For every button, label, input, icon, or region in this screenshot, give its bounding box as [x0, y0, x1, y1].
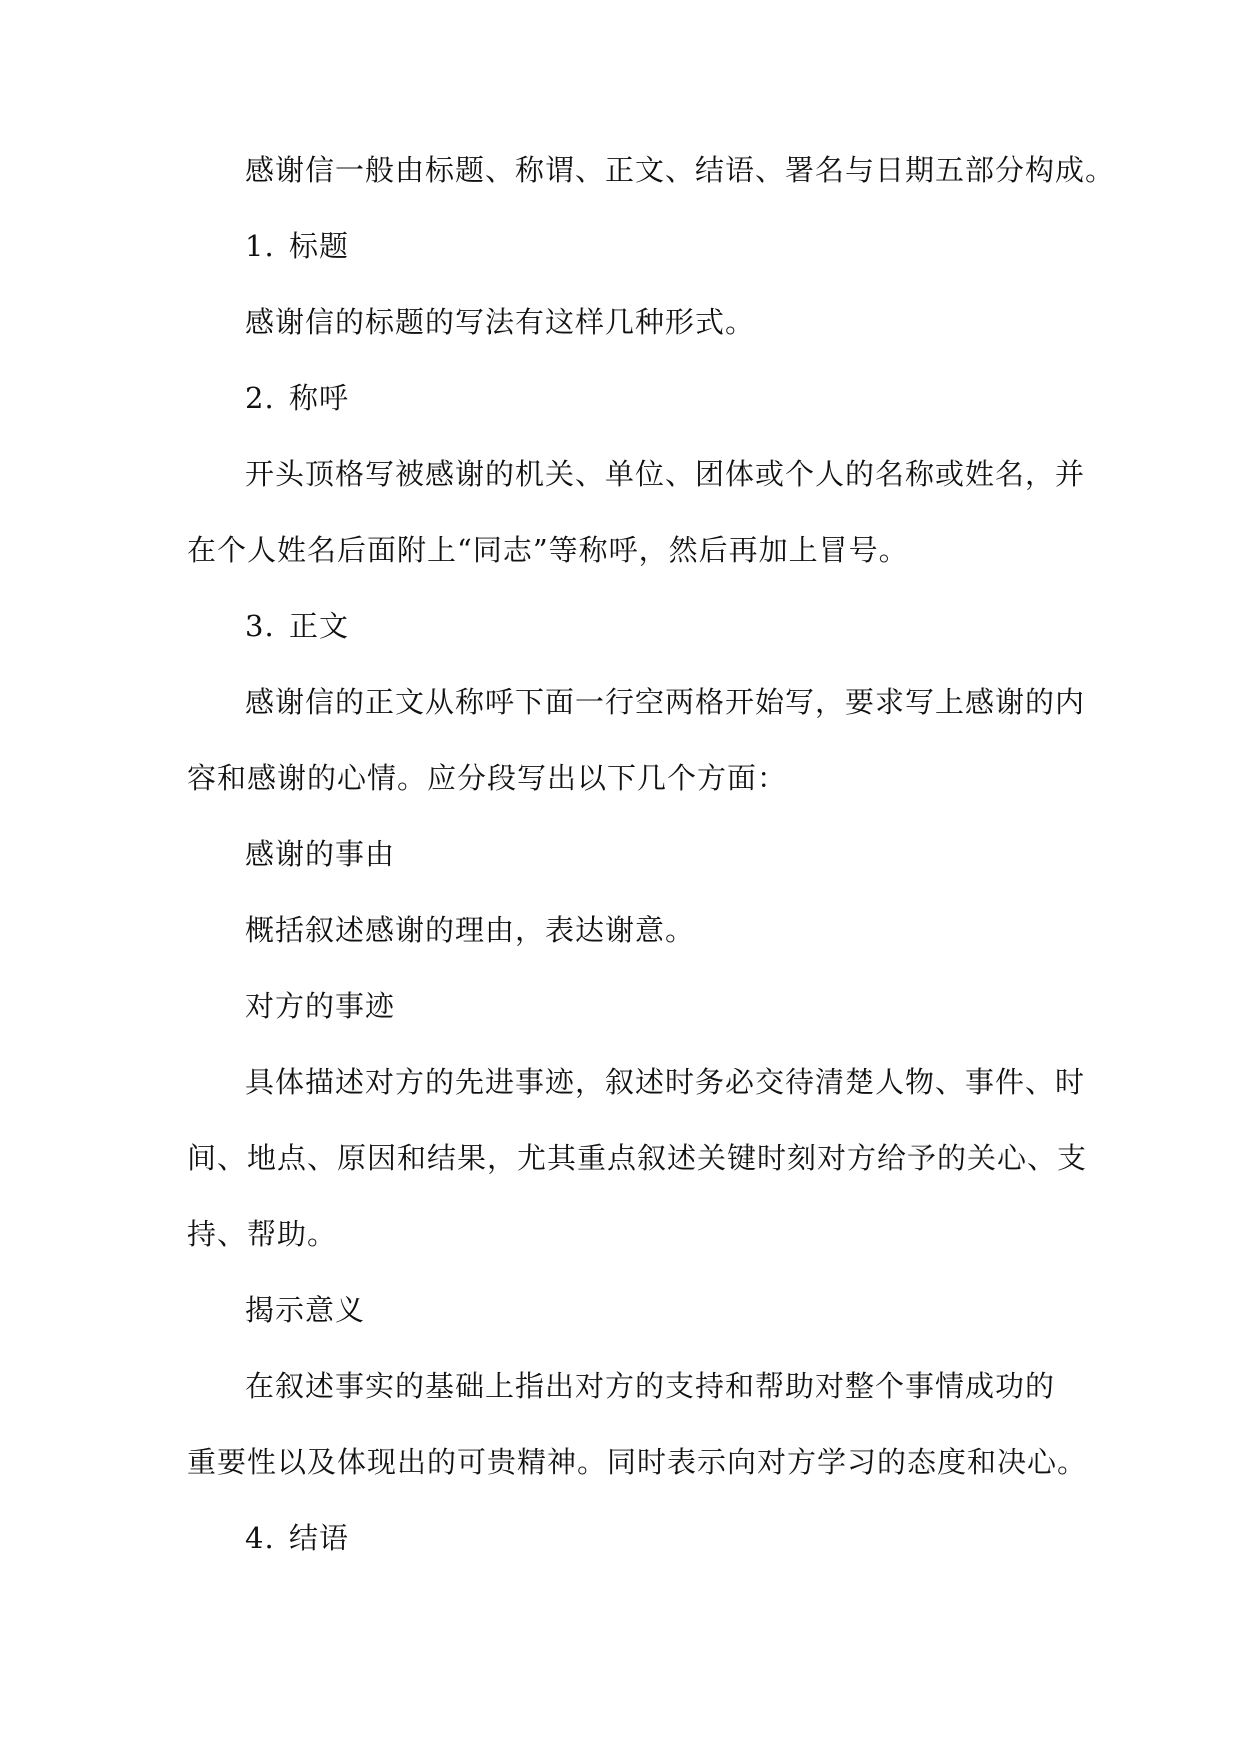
body-paragraph-line: 感谢信的正文从称呼下面一行空两格开始写，要求写上感谢的内	[245, 685, 1086, 719]
salutation-paragraph-line: 开头顶格写被感谢的机关、单位、团体或个人的名称或姓名，并	[245, 457, 1086, 491]
intro-paragraph: 感谢信一般由标题、称谓、正文、结语、署名与日期五部分构成。	[245, 153, 1116, 187]
section-number: 2.	[245, 381, 275, 415]
subheading-reason: 感谢的事由	[245, 837, 396, 871]
section-title: 结语	[289, 1521, 350, 1555]
salutation-paragraph-line: 在个人姓名后面附上“同志”等称呼，然后再加上冒号。	[187, 533, 909, 567]
section-number: 3.	[245, 609, 275, 643]
meaning-paragraph-line: 在叙述事实的基础上指出对方的支持和帮助对整个事情成功的	[245, 1369, 1056, 1403]
body-paragraph-line: 容和感谢的心情。应分段写出以下几个方面：	[187, 761, 788, 795]
document-body	[187, 150, 1116, 1594]
section-heading-salutation	[187, 378, 1067, 454]
section-title: 正文	[289, 609, 350, 643]
section-number: 4.	[245, 1521, 275, 1555]
deeds-paragraph-line: 持、帮助。	[187, 1217, 338, 1251]
reason-paragraph: 概括叙述感谢的理由，表达谢意。	[245, 913, 696, 947]
section-heading-closing	[187, 1518, 1067, 1594]
deeds-paragraph-line: 间、地点、原因和结果，尤其重点叙述关键时刻对方给予的关心、支	[187, 1141, 1088, 1175]
section-title: 称呼	[289, 381, 350, 415]
section-number: 1.	[245, 229, 275, 263]
section-title: 标题	[289, 229, 350, 263]
section-heading-body	[187, 606, 1067, 682]
section-heading-title	[187, 226, 1067, 302]
subheading-meaning: 揭示意义	[245, 1293, 366, 1327]
subheading-deeds: 对方的事迹	[245, 989, 396, 1023]
title-forms-paragraph: 感谢信的标题的写法有这样几种形式。	[245, 305, 756, 339]
deeds-paragraph-line: 具体描述对方的先进事迹，叙述时务必交待清楚人物、事件、时	[245, 1065, 1086, 1099]
meaning-paragraph-line: 重要性以及体现出的可贵精神。同时表示向对方学习的态度和决心。	[187, 1445, 1088, 1479]
